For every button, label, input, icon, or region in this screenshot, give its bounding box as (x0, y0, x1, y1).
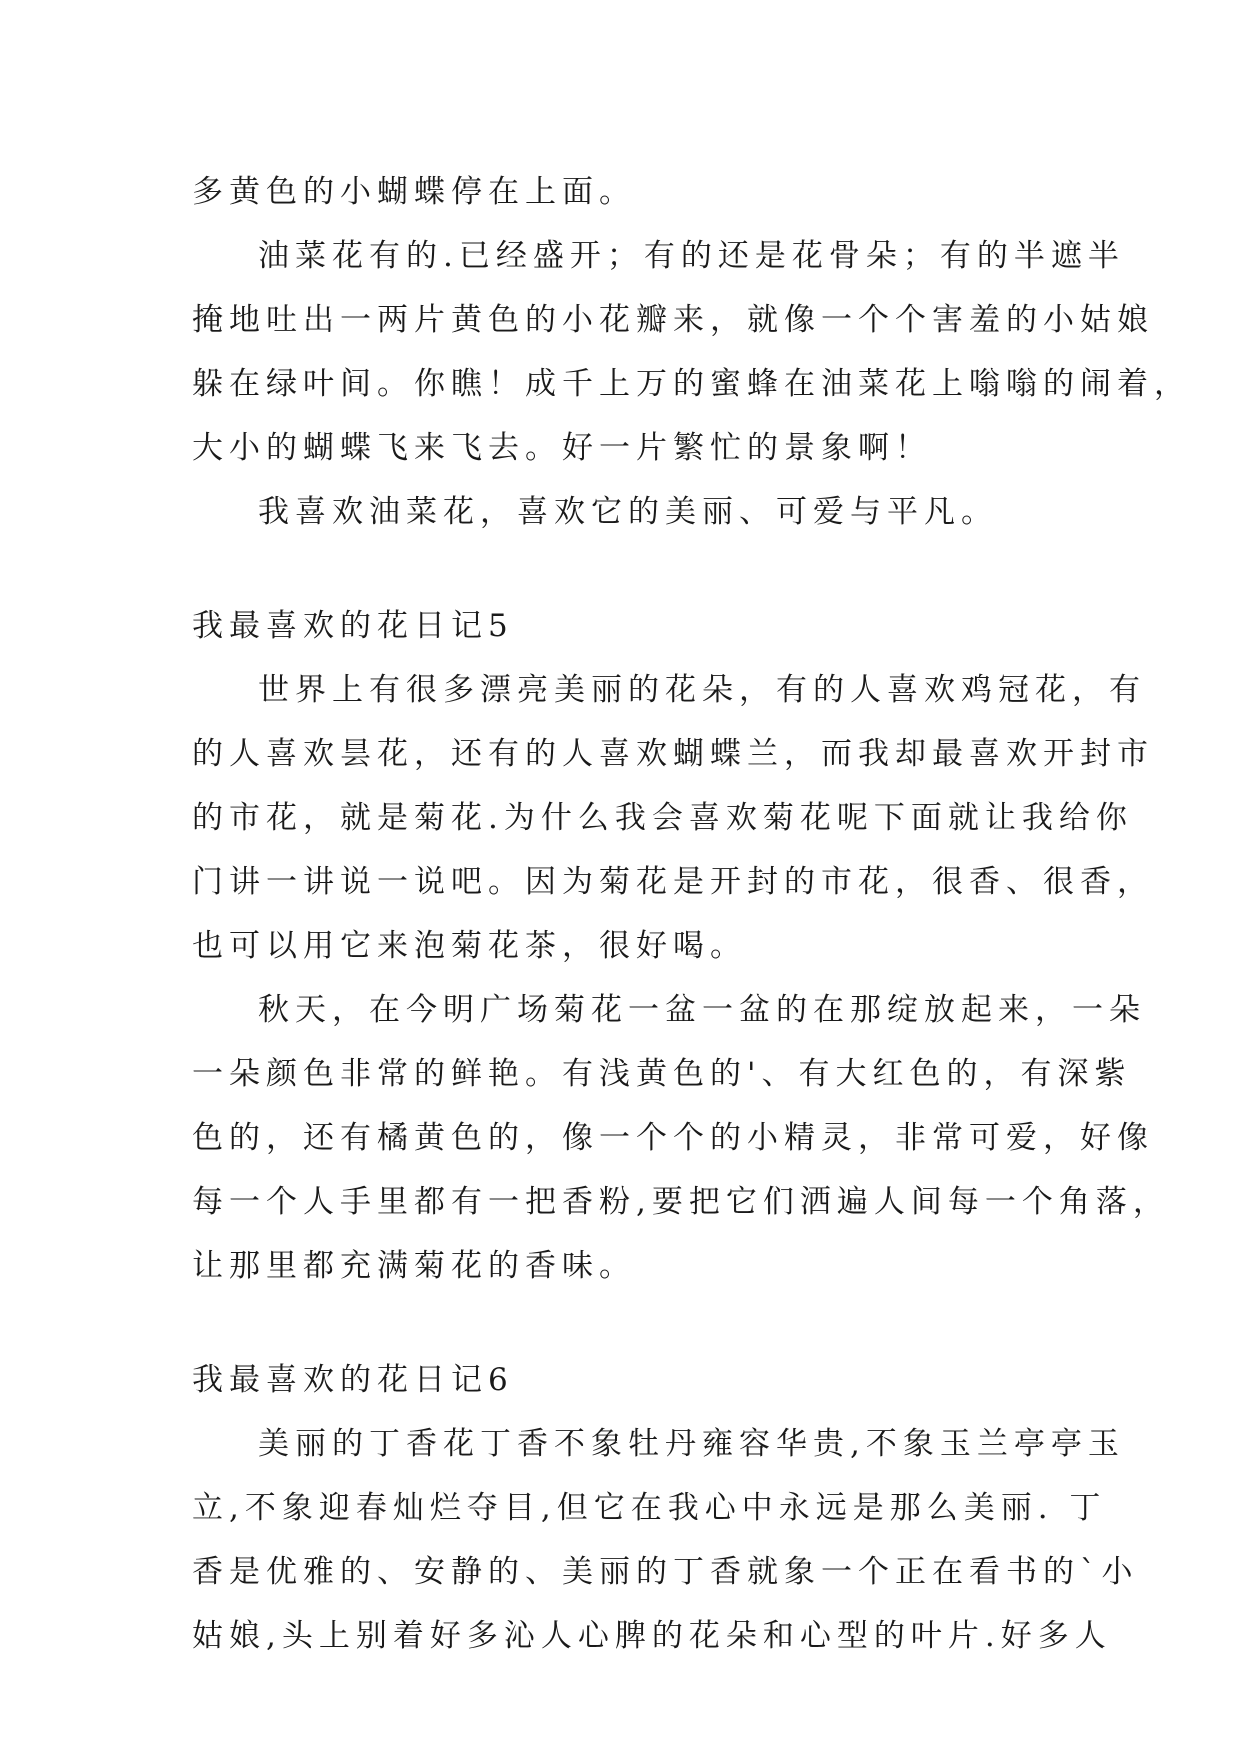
paragraph-line: 掩地吐出一两片黄色的小花瓣来，就像一个个害羞的小姑娘 (192, 302, 1154, 338)
paragraph-line: 香是优雅的、安静的、美丽的丁香就象一个正在看书的`小 (192, 1554, 1139, 1590)
paragraph-line: 让那里都充满菊花的香味。 (192, 1248, 636, 1284)
paragraph-line: 大小的蝴蝶飞来飞去。好一片繁忙的景象啊！ (192, 430, 932, 466)
paragraph-line: 油菜花有的.已经盛开；有的还是花骨朵；有的半遮半 (258, 238, 1125, 274)
paragraph-line: 立,不象迎春灿烂夺目,但它在我心中永远是那么美丽. 丁 (192, 1490, 1107, 1526)
paragraph-line: 世界上有很多漂亮美丽的花朵，有的人喜欢鸡冠花，有 (258, 672, 1146, 708)
paragraph-line: 色的，还有橘黄色的，像一个个的小精灵，非常可爱，好像 (192, 1120, 1154, 1156)
paragraph-line: 躲在绿叶间。你瞧！成千上万的蜜蜂在油菜花上嗡嗡的闹着， (192, 366, 1191, 402)
paragraph-line: 也可以用它来泡菊花茶，很好喝。 (192, 928, 747, 964)
section-heading: 我最喜欢的花日记5 (192, 608, 514, 644)
paragraph-line: 秋天，在今明广场菊花一盆一盆的在那绽放起来，一朵 (258, 992, 1146, 1028)
paragraph-line: 的市花，就是菊花.为什么我会喜欢菊花呢下面就让我给你 (192, 800, 1133, 836)
section-heading: 我最喜欢的花日记6 (192, 1362, 514, 1398)
document-body (192, 160, 1191, 1668)
paragraph-line: 美丽的丁香花丁香不象牡丹雍容华贵,不象玉兰亭亭玉 (258, 1426, 1125, 1462)
paragraph-line: 多黄色的小蝴蝶停在上面。 (192, 174, 636, 210)
paragraph-line: 门讲一讲说一说吧。因为菊花是开封的市花，很香、很香， (192, 864, 1154, 900)
paragraph-line: 一朵颜色非常的鲜艳。有浅黄色的'、有大红色的，有深紫 (192, 1056, 1132, 1092)
paragraph-line: 每一个人手里都有一把香粉,要把它们洒遍人间每一个角落， (192, 1184, 1170, 1220)
paragraph-line: 的人喜欢昙花，还有的人喜欢蝴蝶兰，而我却最喜欢开封市 (192, 736, 1154, 772)
paragraph-line: 我喜欢油菜花，喜欢它的美丽、可爱与平凡。 (258, 494, 998, 530)
paragraph-line: 姑娘,头上别着好多沁人心脾的花朵和心型的叶片.好多人 (192, 1618, 1112, 1654)
